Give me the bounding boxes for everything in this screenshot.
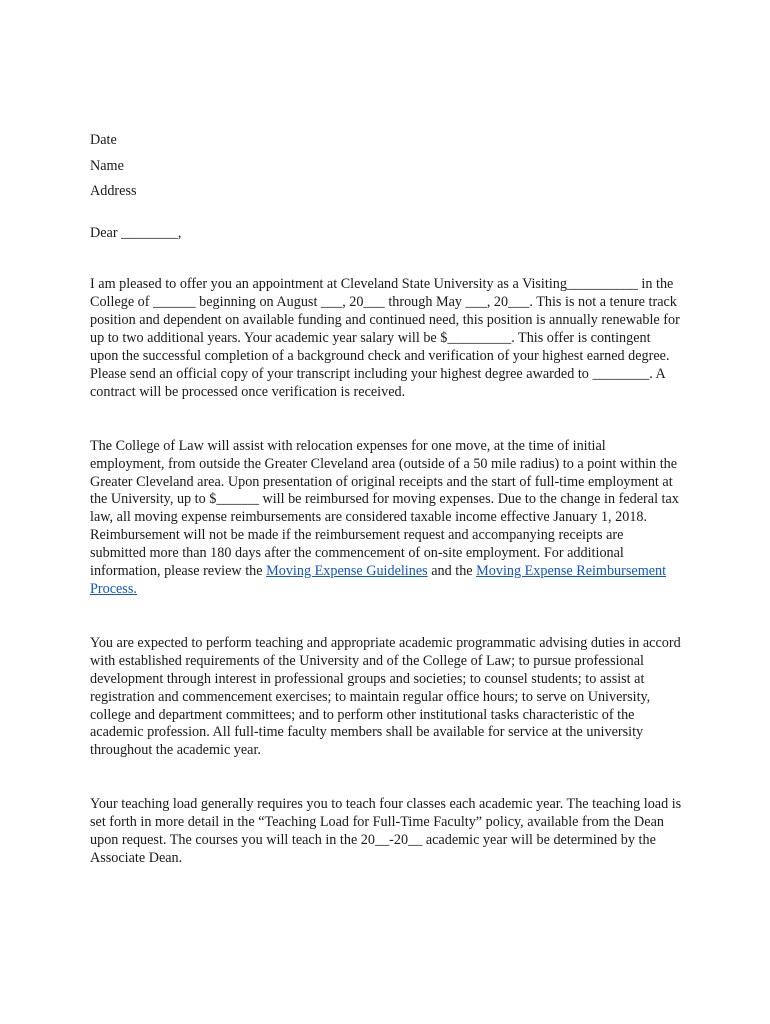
letter-page: [90, 132, 682, 868]
appointment-paragraph: I am pleased to offer you an appointment at Cleveland State University as a Visiting__________ in the College of ______ beginning on August ___, 20___ through May ___, 20___. This is not a tenure track position and dependent on available funding and continued need, this position is annually renewable for up to two additional years. Your academic year salary will be $_________. This offer is contingent upon the successful completion of a background check and verification of your highest earned degree. Please send an official copy of your transcript including your highest degree awarded to ________. A contract will be processed once verification is received.: [90, 276, 680, 400]
moving-expense-guidelines-link[interactable]: Moving Expense Guidelines: [266, 563, 428, 580]
link-connector-text: and the: [427, 563, 477, 580]
duties-paragraph: You are expected to perform teaching and appropriate academic programmatic advising duties in accord with established requirements of the University and of the College of Law; to pursue professional development through interest in professional groups and societies; to counsel students; to assist at registration and commencement exercises; to maintain regular office hours; to serve on University, college and department committees; and to perform other institutional tasks characteristic of the academic profession. All full-time faculty members shall be available for service at the university throughout the academic year.: [90, 634, 681, 759]
teaching-load-paragraph: Your teaching load generally requires you to teach four classes each academic year. The teaching load is set forth in more detail in the “Teaching Load for Full-Time Faculty” policy, available from the Dean upon request. The courses you will teach in the 20__-20__ academic year will be determined by the Associate Dean.: [90, 796, 682, 866]
date-line: Date: [90, 132, 117, 148]
address-line: Address: [90, 183, 137, 199]
relocation-text: The College of Law will assist with relocation expenses for one move, at the time of initial employment, from outside the Greater Cleveland area (outside of a 50 mile radius) to a point within the Greater Cleveland area. Upon presentation of original receipts and the start of full-time employment at the University, up to $______ will be reimbursed for moving expenses. Due to the change in federal tax law, all moving expense reimbursements are considered taxable income effective January 1, 2018. Reimbursement will not be made if the reimbursement request and accompanying receipts are submitted more than 180 days after the commencement of on-site employment. For additional information, please review the: [90, 437, 679, 580]
moving-expense-reimbursement-process-link[interactable]: Moving Expense Reimbursement Process.: [90, 563, 667, 597]
name-line: Name: [90, 157, 124, 174]
salutation: Dear ________,: [90, 224, 182, 241]
relocation-paragraph: [90, 438, 682, 599]
